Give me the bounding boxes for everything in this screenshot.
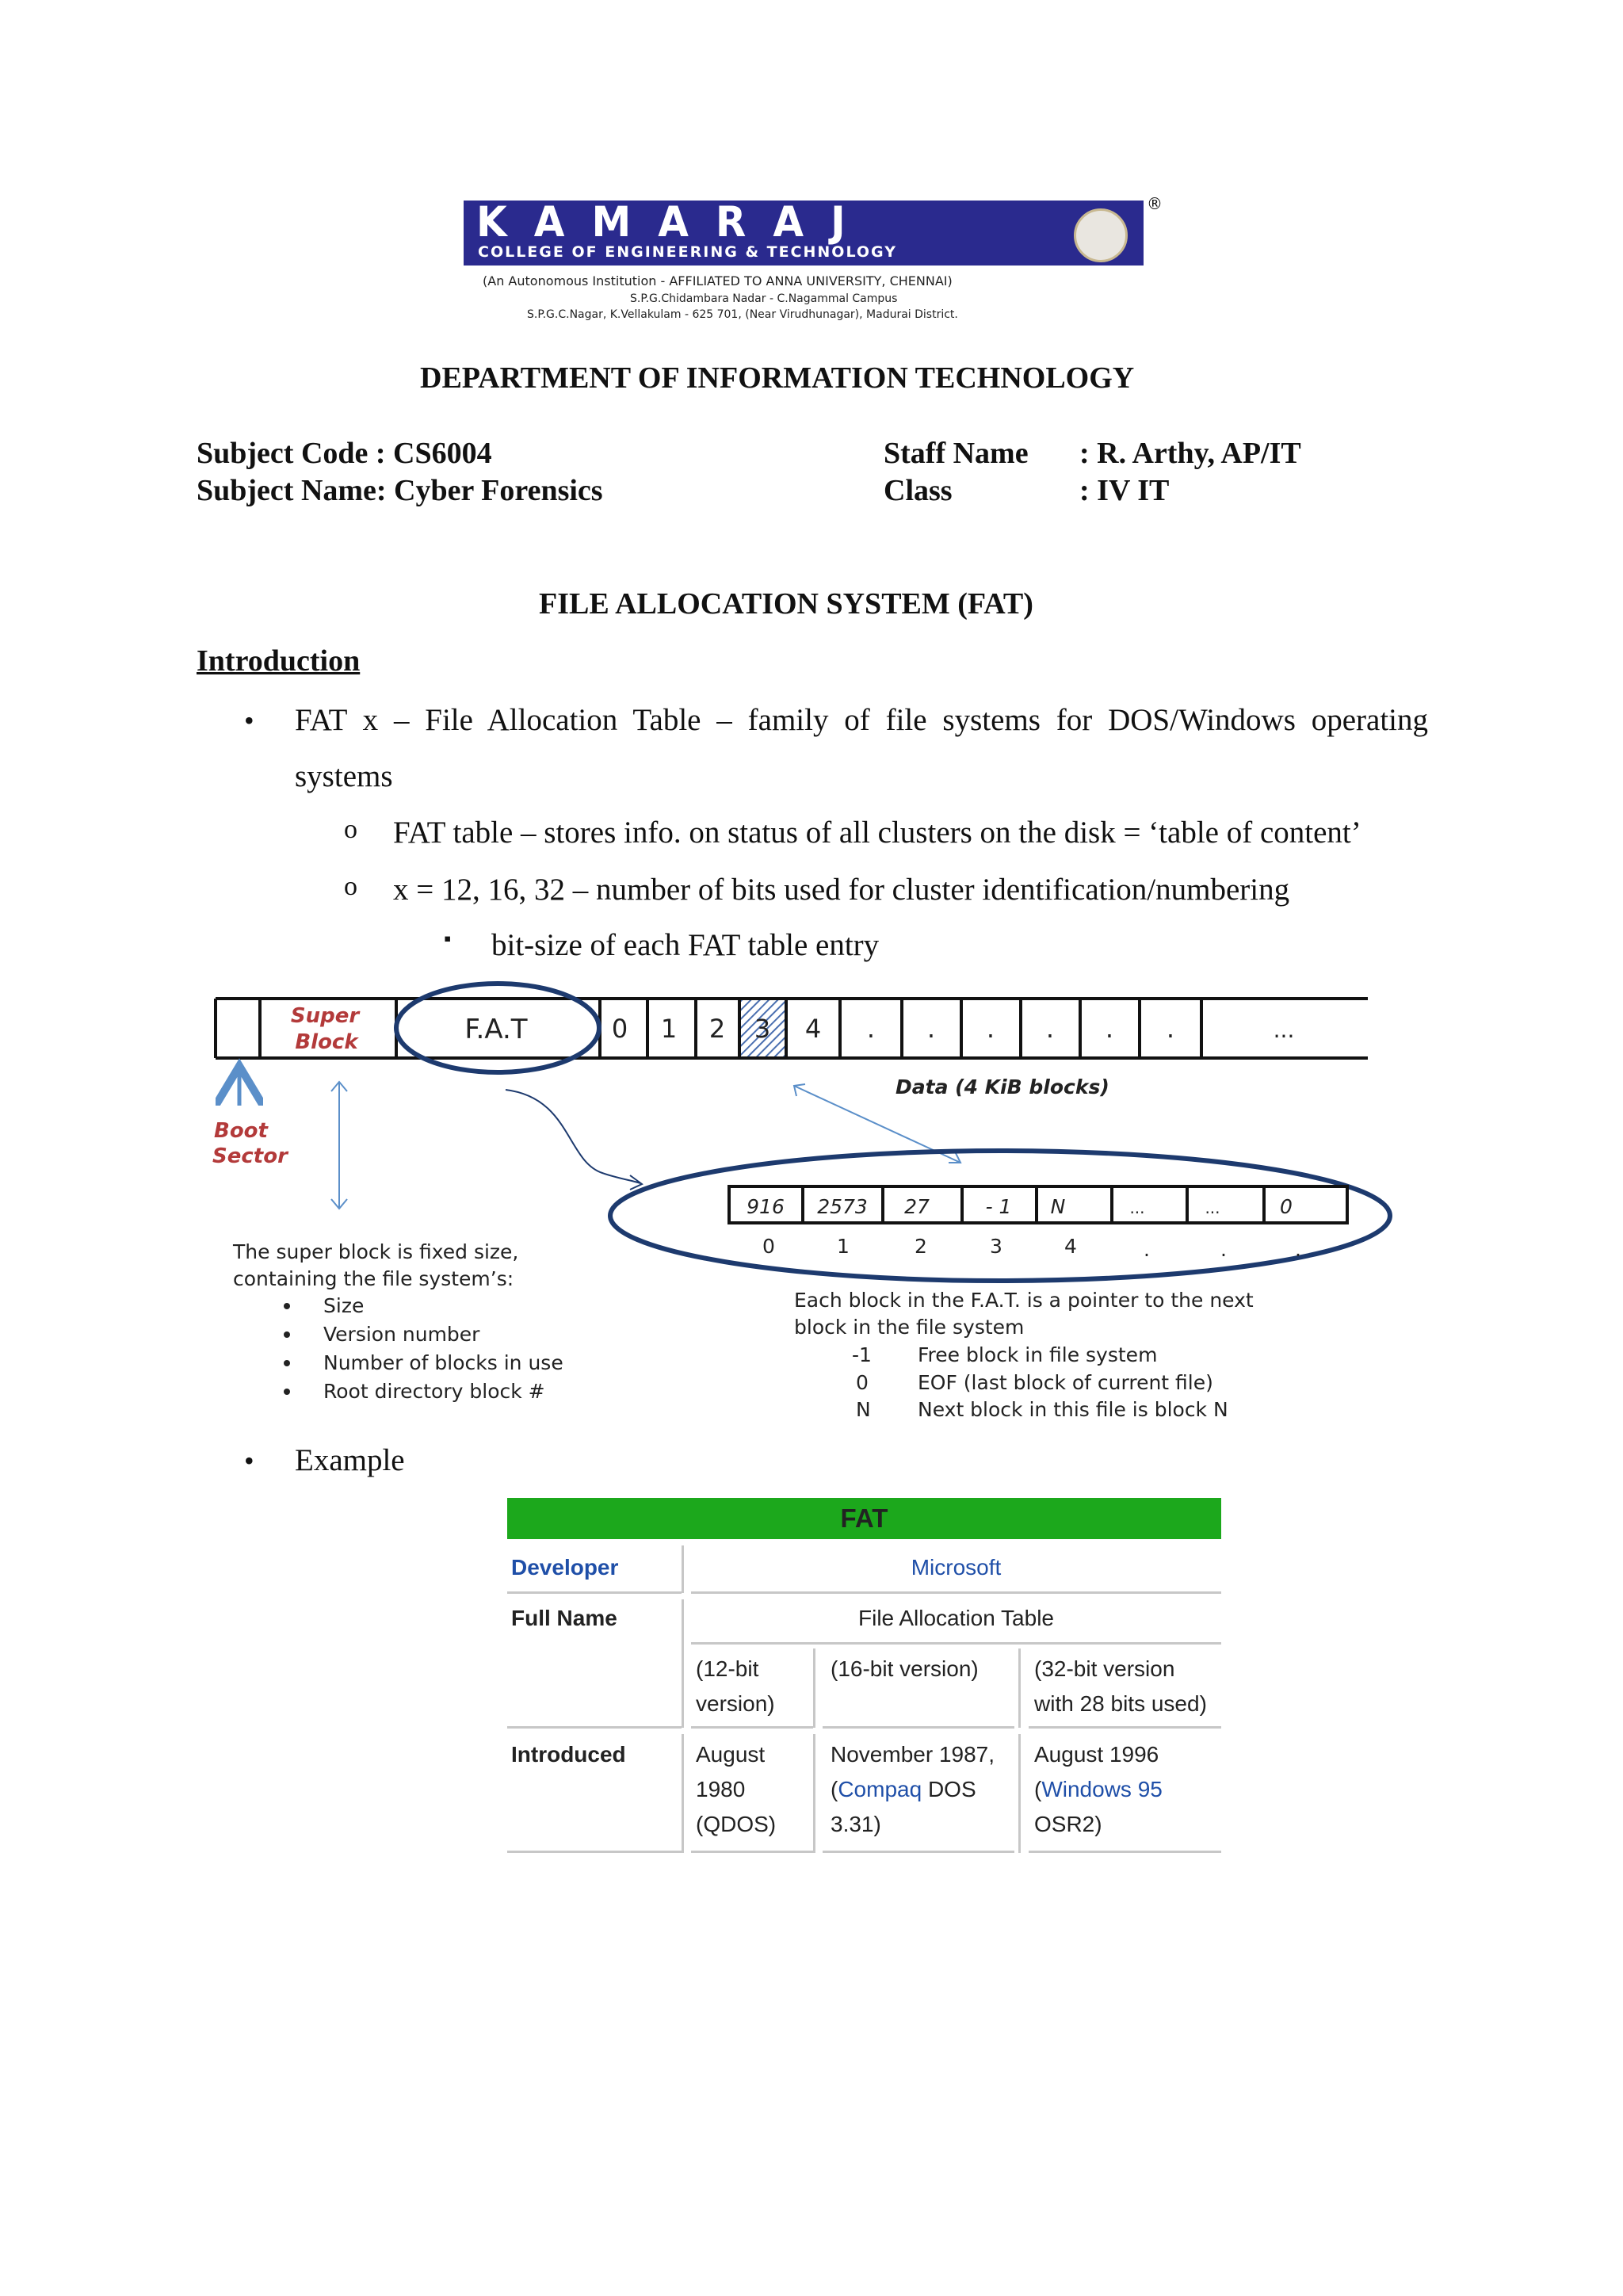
college-logo — [464, 194, 1163, 327]
staff-value: : R. Arthy, AP/IT — [1079, 437, 1301, 470]
code-symbol: N — [856, 1398, 871, 1421]
curved-arrow-icon — [506, 1090, 640, 1183]
super-block-desc: The super block is fixed size, — [233, 1240, 519, 1263]
logo-affiliation: (An Autonomous Institution - AFFILIATED TO ANNA UNIVERSITY, CHENNAI) — [483, 273, 953, 288]
fat-entry-value: N — [1050, 1195, 1066, 1218]
fat-entry-value: 27 — [904, 1195, 930, 1218]
version-12bit: (12-bit — [696, 1656, 759, 1681]
logo-campus: S.P.G.Chidambara Nadar - C.Nagammal Campus — [630, 292, 898, 305]
version-12bit: version) — [696, 1691, 775, 1716]
fullname-label: Full Name — [511, 1606, 617, 1630]
block-label: . — [1105, 1014, 1114, 1044]
block-label: . — [1166, 1014, 1175, 1044]
page-title: FILE ALLOCATION SYSTEM (FAT) — [539, 587, 1033, 621]
fat-entry-index: . — [1144, 1238, 1150, 1261]
bullet-text-cont: systems — [295, 759, 393, 793]
introduced-fat32: August 1996 — [1034, 1742, 1159, 1767]
introduced-fat12: (QDOS) — [696, 1812, 777, 1836]
compaq-link[interactable]: Compaq — [838, 1777, 922, 1801]
super-block-label: Block — [295, 1030, 358, 1054]
fat-entry-index: 3 — [990, 1235, 1002, 1258]
code-symbol: -1 — [852, 1343, 872, 1366]
fat-label: F.A.T — [464, 1014, 528, 1045]
block-label: 2 — [708, 1014, 726, 1044]
introduced-fat12: August — [696, 1742, 766, 1767]
boot-label: Sector — [212, 1144, 288, 1168]
fat-entry-value: 0 — [1280, 1195, 1293, 1218]
block-label: . — [986, 1014, 995, 1044]
sub-bullet-text: x = 12, 16, 32 – number of bits used for cluster identification/numbering — [393, 873, 1290, 907]
disk-block-row — [216, 999, 1368, 1058]
example-label: Example — [295, 1443, 405, 1477]
fat-entry-value: - 1 — [985, 1195, 1012, 1218]
subject-name: Subject Name: Cyber Forensics — [197, 474, 603, 507]
bullet-icon: • — [244, 705, 254, 736]
infobox-title: FAT — [840, 1503, 888, 1533]
windows95-link[interactable]: Windows 95 — [1041, 1777, 1163, 1801]
introduced-fat16-rest: DOS — [922, 1777, 976, 1801]
block-label: . — [926, 1014, 936, 1044]
block-label: 4 — [804, 1014, 822, 1044]
section-heading: Introduction — [197, 644, 361, 678]
fat-diagram — [206, 979, 1442, 1438]
bullet-icon: • — [244, 1445, 254, 1477]
block-label: . — [866, 1014, 876, 1044]
fat-entry-value: 916 — [747, 1195, 785, 1218]
super-block-desc: containing the file system’s: — [233, 1267, 514, 1290]
introduced-fat32-line: (Windows 95 — [1034, 1777, 1163, 1801]
fat-entry-index: 2 — [915, 1235, 927, 1258]
fat-entry-index: 1 — [837, 1235, 850, 1258]
block-label: ... — [1273, 1017, 1295, 1043]
code-meaning: Next block in this file is block N — [918, 1398, 1228, 1421]
fat-entry-value: ... — [1129, 1198, 1145, 1217]
boot-label: Boot — [214, 1119, 268, 1143]
sub-bullet-icon: o — [344, 815, 357, 844]
introduced-fat16: 3.31) — [831, 1812, 881, 1836]
introduced-fat16: November 1987, — [831, 1742, 995, 1767]
emblem-icon — [1074, 208, 1128, 262]
bullet-text: FAT x – File Allocation Table – family of file systems for DOS/Windows operating — [295, 703, 1428, 737]
fat-entry-index: 4 — [1064, 1235, 1077, 1258]
developer-label[interactable]: Developer — [511, 1555, 619, 1580]
fat-entry-index: . — [1220, 1238, 1227, 1261]
logo-banner — [464, 197, 1144, 266]
logo-subtitle: COLLEGE OF ENGINEERING & TECHNOLOGY — [478, 243, 897, 261]
sub-bullet-text: FAT table – stores info. on status of all clusters on the disk = ‘table of content’ — [393, 816, 1361, 850]
code-symbol: 0 — [856, 1371, 869, 1394]
super-item: Version number — [323, 1323, 480, 1346]
sub-bullet-icon: o — [344, 872, 357, 901]
block-label: 3 — [754, 1014, 771, 1044]
introduced-fat16-line: (Compaq DOS — [831, 1777, 976, 1801]
developer-link[interactable]: Microsoft — [911, 1555, 1002, 1580]
block-label: . — [1045, 1014, 1055, 1044]
fat-entry-index: 0 — [762, 1235, 775, 1258]
super-block-label: Super — [290, 1004, 360, 1028]
super-item: Root directory block # — [323, 1380, 545, 1403]
pointer-desc: Each block in the F.A.T. is a pointer to the next — [794, 1289, 1254, 1312]
pointer-desc: block in the file system — [794, 1316, 1025, 1339]
block-label: 1 — [660, 1014, 678, 1044]
logo-address: S.P.G.C.Nagar, K.Vellakulam - 625 701, (Near Virudhunagar), Madurai District. — [527, 308, 958, 321]
subsub-bullet-text: bit-size of each FAT table entry — [491, 928, 880, 962]
introduced-fat32: OSR2) — [1034, 1812, 1102, 1836]
registered-mark: ® — [1147, 194, 1163, 213]
super-item: Number of blocks in use — [323, 1351, 563, 1374]
fullname-value: File Allocation Table — [858, 1606, 1054, 1630]
block-label: 0 — [611, 1014, 628, 1044]
fat-entry-value: 2573 — [817, 1195, 868, 1218]
square-bullet-icon: ▪ — [444, 927, 452, 950]
version-32bit: (32-bit version — [1034, 1656, 1175, 1681]
code-meaning: Free block in file system — [918, 1343, 1158, 1366]
fat-infobox — [507, 1498, 1221, 1853]
introduced-fat12: 1980 — [696, 1777, 746, 1801]
version-16bit: (16-bit version) — [831, 1656, 979, 1681]
class-label: Class — [884, 474, 953, 507]
data-blocks-label: Data (4 KiB blocks) — [896, 1075, 1109, 1098]
fat-entry-value: ... — [1205, 1198, 1220, 1217]
department-title: DEPARTMENT OF INFORMATION TECHNOLOGY — [420, 361, 1135, 395]
introduced-label: Introduced — [511, 1742, 626, 1767]
staff-label: Staff Name — [884, 437, 1029, 470]
class-value: : IV IT — [1079, 474, 1170, 507]
code-meaning: EOF (last block of current file) — [918, 1371, 1213, 1394]
version-32bit: with 28 bits used) — [1034, 1691, 1207, 1716]
subject-code: Subject Code : CS6004 — [197, 437, 492, 470]
super-item: Size — [323, 1294, 365, 1317]
fat-entry-index: . — [1295, 1238, 1301, 1261]
logo-wordmark: KAMARAJ — [476, 197, 873, 246]
